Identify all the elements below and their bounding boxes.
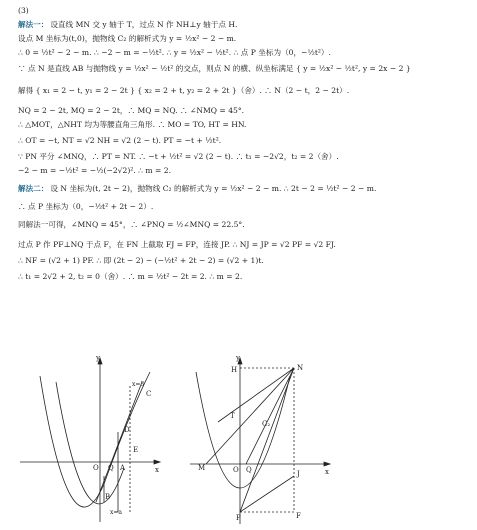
solution-line bbox=[18, 20, 237, 30]
right-figure bbox=[190, 354, 330, 524]
right-label-c2: C₂ bbox=[262, 420, 271, 428]
right-x-arrow bbox=[324, 462, 330, 466]
left-parabola-a bbox=[40, 376, 104, 507]
solution-line bbox=[18, 256, 264, 266]
line-text: 设点 M 坐标为(t,0)，抛物线 C₂ 的解析式为 y = ½x² − 2 − m. bbox=[18, 34, 237, 43]
line-text: ∵ PN 平分 ∠MNQ，∴ PT = NT. ∴ −t + ½t² = √2 (2 − t). ∴ t₁ = −2√2，t₂ = 2（舍）. bbox=[18, 152, 339, 161]
solution-line bbox=[18, 202, 153, 212]
method-label: 解法一： bbox=[18, 20, 49, 29]
figures-svg bbox=[0, 352, 477, 526]
line-text: −2 − m = −½t² = −½(−2√2)². ∴ m = 2. bbox=[18, 166, 172, 175]
solution-line bbox=[18, 136, 221, 146]
right-label-x: x bbox=[325, 468, 329, 476]
method-label: 解法二： bbox=[18, 184, 49, 193]
line-text: ∴ t₁ = 2√2 + 2, t₂ = 0（舍）. ∴ m = ½t² − 2t = 2. ∴ m = 2. bbox=[18, 272, 243, 281]
left-label-c: C bbox=[146, 390, 152, 398]
line-text: ∴ 点 P 坐标为（0，−½t² + 2t − 2）. bbox=[18, 202, 154, 211]
figures bbox=[0, 352, 477, 526]
right-label-j: J bbox=[297, 470, 300, 478]
solution-line bbox=[18, 106, 244, 116]
left-label-x3: x=3 bbox=[132, 381, 145, 388]
right-label-o: O bbox=[233, 466, 239, 474]
right-line-qn bbox=[246, 368, 294, 464]
left-label-b: B bbox=[105, 493, 111, 501]
line-text: 设 N 坐标为(t, 2t − 2)，抛物线 C₂ 的解析式为 y = ½x² − 2 − m. ∴ 2t − 2 = ½t² − 2 − m. bbox=[50, 184, 377, 193]
left-label-o: O bbox=[93, 464, 99, 472]
left-label-q: Q bbox=[108, 464, 114, 472]
line-text: ∴ NF = (√2 + 1) PF. ∴ 即 (2t − 2) − (−½t² + 2t − 2) = (√2 + 1)t. bbox=[18, 256, 264, 265]
left-label-e: E bbox=[133, 446, 139, 454]
solution-line bbox=[18, 120, 246, 130]
part-number: (3) bbox=[18, 6, 29, 15]
left-label-xa: x=a bbox=[110, 509, 122, 516]
solution-line bbox=[18, 34, 236, 44]
left-x-arrow bbox=[154, 460, 160, 464]
line-text: NQ = 2 − 2t, MQ = 2 − 2t，∴ MQ = NQ. ∴ ∠NMQ = 45°. bbox=[18, 106, 245, 115]
solution-line bbox=[18, 152, 339, 162]
line-text: 设直线 MN 交 y 轴于 T，过点 N 作 NH⊥y 轴于点 H. bbox=[50, 20, 238, 29]
left-label-x: x bbox=[155, 466, 159, 474]
right-label-q: Q bbox=[246, 466, 252, 474]
line-text: ∴ OT = −t, NT = √2 NH = √2 (2 − t). PT = −t + ½t². bbox=[18, 136, 222, 145]
right-label-t: T bbox=[230, 412, 235, 420]
line-text: 同解法一可得，∠MNQ = 45°，∴ ∠PNQ = ½∠MNQ = 22.5°. bbox=[18, 220, 245, 229]
line-text: ∴ △MOT，△NHT 均为等腰直角三角形. ∴ MO = TO, HT = HN. bbox=[18, 120, 247, 129]
solution-line bbox=[18, 64, 411, 74]
right-line-mn bbox=[206, 368, 294, 464]
right-label-n: N bbox=[297, 364, 304, 372]
left-label-d: D bbox=[124, 426, 130, 434]
right-line-pn bbox=[240, 368, 294, 512]
line-text: ∴ 0 = ½t² − 2 − m. ∴ −2 − m = −½t². ∴ y = ½x² − ½t². ∴ 点 P 坐标为（0，−½t²）. bbox=[18, 48, 331, 57]
solution-line bbox=[18, 220, 245, 230]
solution-line bbox=[18, 86, 349, 96]
right-label-p: P bbox=[236, 514, 241, 522]
solution-line bbox=[18, 272, 242, 282]
right-parabola bbox=[196, 372, 290, 488]
left-label-a: A bbox=[120, 464, 126, 472]
solution-line bbox=[18, 48, 331, 58]
line-text: 解得 { x₁ = 2 − t, y₁ = 2 − 2t } { x₂ = 2 + t, y₂ = 2 + 2t }（舍）. ∴ N（2 − t，2 − 2t）. bbox=[18, 86, 350, 95]
solution-line bbox=[18, 184, 376, 194]
left-line-ab bbox=[96, 381, 145, 502]
left-label-y: y bbox=[96, 354, 100, 362]
solution-line bbox=[18, 166, 171, 176]
line-text: 过点 P 作 PF⊥NQ 于点 F，在 FN 上截取 FJ = FP，连接 JP. ∴ NJ = JP = √2 PF = √2 FJ. bbox=[18, 240, 336, 249]
right-label-m: M bbox=[198, 464, 206, 472]
solution-line bbox=[18, 240, 336, 250]
right-label-y: y bbox=[236, 354, 240, 362]
left-figure bbox=[20, 354, 160, 522]
right-line-pj bbox=[240, 476, 294, 512]
right-label-h: H bbox=[231, 366, 238, 374]
line-text: ∵ 点 N 是直线 AB 与抛物线 y = ½x² − ½t² 的交点，则点 N 的横、纵坐标满足 { y = ½x² − ½t², y = 2x − 2 } bbox=[18, 64, 411, 73]
right-label-f: F bbox=[296, 512, 301, 520]
